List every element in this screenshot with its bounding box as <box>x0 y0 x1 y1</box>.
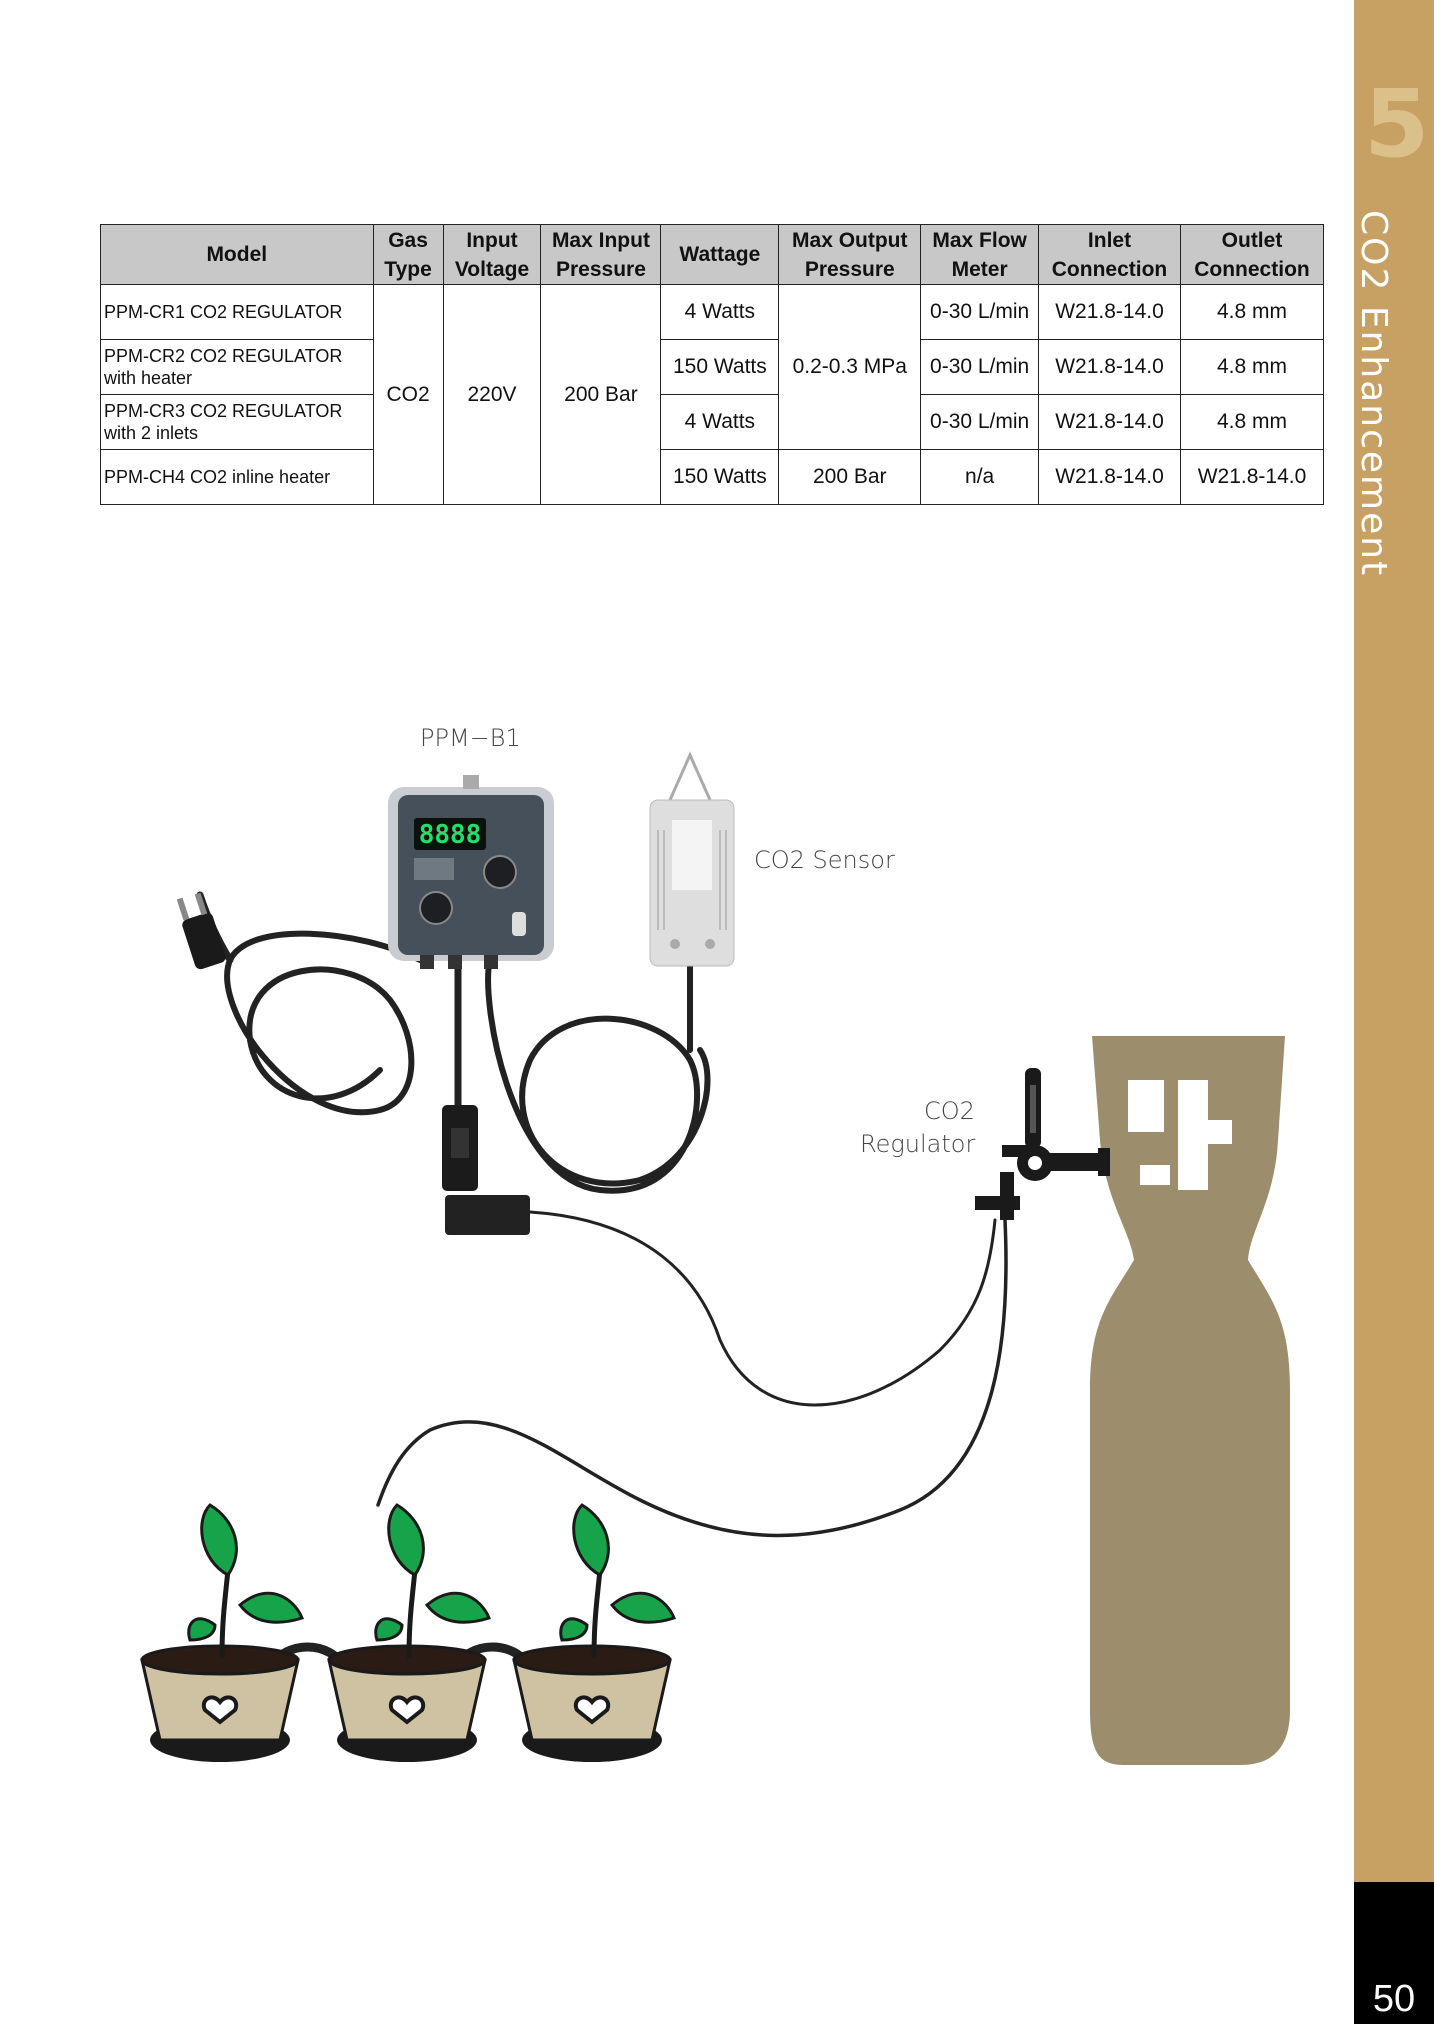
outlet-cell: 4.8 mm <box>1180 340 1323 395</box>
solenoid-adapter <box>445 1195 530 1235</box>
wattage-cell: 150 Watts <box>661 450 779 505</box>
controller-device <box>388 775 554 969</box>
inlet-cell: W21.8-14.0 <box>1039 285 1181 340</box>
output-pressure-cell: 200 Bar <box>779 450 921 505</box>
header-max-flow-meter: Max Flow Meter <box>921 225 1039 285</box>
model-cell: PPM-CR3 CO2 REGULATOR with 2 inlets <box>101 395 374 450</box>
sensor-label: CO2 Sensor <box>754 846 895 874</box>
outlet-cell: W21.8-14.0 <box>1180 450 1323 505</box>
co2-tube <box>378 1220 1006 1535</box>
wattage-cell: 4 Watts <box>661 285 779 340</box>
sensor-cable-coil <box>488 960 707 1191</box>
co2-cylinder <box>1090 1036 1290 1765</box>
page-number: 50 <box>1372 1978 1416 2020</box>
model-cell: PPM-CR2 CO2 REGULATOR with heater <box>101 340 374 395</box>
max-output-pressure-cell: 0.2-0.3 MPa <box>779 285 921 450</box>
header-inlet-connection: Inlet Connection <box>1039 225 1181 285</box>
plant-pots <box>142 1505 674 1762</box>
regulator-label-line1: CO2 <box>924 1097 975 1125</box>
wattage-cell: 150 Watts <box>661 340 779 395</box>
regulator-label-line2: Regulator <box>860 1130 976 1158</box>
controller-display: 8888 <box>418 820 482 850</box>
inlet-cell: W21.8-14.0 <box>1039 340 1181 395</box>
header-wattage: Wattage <box>661 225 779 285</box>
flow-cell: 0-30 L/min <box>921 340 1039 395</box>
wattage-cell: 4 Watts <box>661 395 779 450</box>
power-cord-coil <box>227 934 420 1113</box>
chapter-number: 5 <box>1364 70 1428 179</box>
co2-regulator <box>975 1068 1110 1220</box>
max-input-pressure-cell: 200 Bar <box>541 285 661 505</box>
header-input-voltage: Input Voltage <box>443 225 541 285</box>
outlet-cell: 4.8 mm <box>1180 395 1323 450</box>
outlet-cell: 4.8 mm <box>1180 285 1323 340</box>
controller-label: PPM−B1 <box>420 724 521 752</box>
section-title: CO2 Enhancement <box>1353 210 1394 578</box>
solenoid-cable <box>530 1212 995 1405</box>
plant-pot <box>142 1505 302 1762</box>
inlet-cell: W21.8-14.0 <box>1039 395 1181 450</box>
model-cell: PPM-CR1 CO2 REGULATOR <box>101 285 374 340</box>
plant-pot <box>514 1505 674 1762</box>
header-outlet-connection: Outlet Connection <box>1180 225 1323 285</box>
model-cell: PPM-CH4 CO2 inline heater <box>101 450 374 505</box>
header-gas-type: Gas Type <box>373 225 443 285</box>
plant-pot <box>329 1505 489 1762</box>
header-max-input-pressure: Max Input Pressure <box>541 225 661 285</box>
gas-type-cell: CO2 <box>373 285 443 505</box>
flow-cell: n/a <box>921 450 1039 505</box>
header-max-output-pressure: Max Output Pressure <box>779 225 921 285</box>
header-model: Model <box>101 225 374 285</box>
inlet-cell: W21.8-14.0 <box>1039 450 1181 505</box>
flow-cell: 0-30 L/min <box>921 285 1039 340</box>
flow-cell: 0-30 L/min <box>921 395 1039 450</box>
input-voltage-cell: 220V <box>443 285 541 505</box>
power-plug <box>177 893 228 971</box>
co2-sensor-device <box>650 755 734 966</box>
